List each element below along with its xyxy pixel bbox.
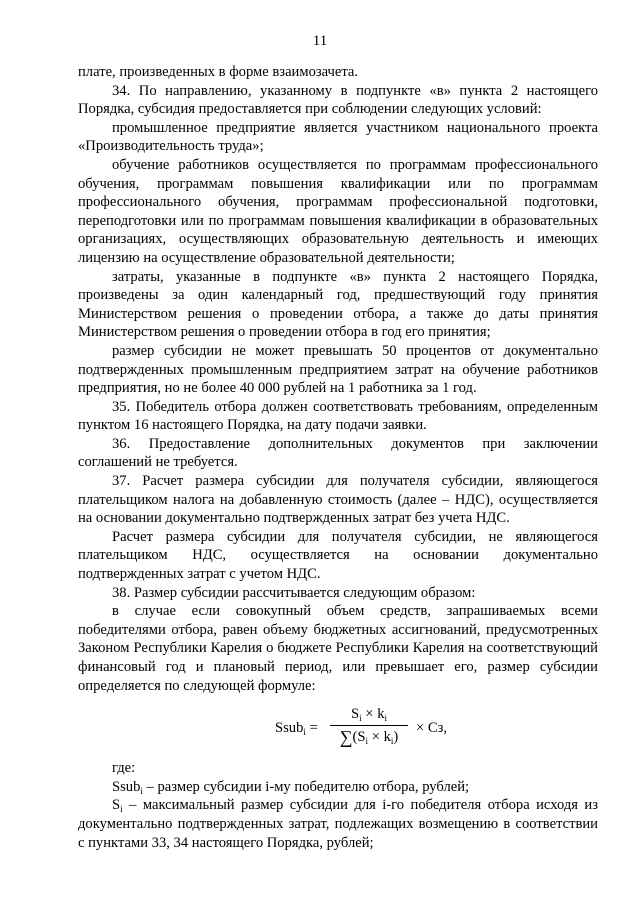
formula-denominator: $\sum(S_i \times k_i)$ [339,726,399,747]
paragraph: промышленное предприятие является участником национального проекта «Производительность труда»; [78,119,598,155]
paragraph: 37. Расчет размера субсидии для получателя субсидии, являющегося плательщиком налога на добавленную стоимость (далее – НДС), осуществляется на основании документально подтвержденных затрат без учета НДС. [78,473,598,527]
page-number: 11 [312,33,328,49]
document-body [78,63,598,852]
formula-numerator: $S_i \times k_i$ [330,705,408,726]
subsidy-formula [78,705,598,751]
paragraph: в случае если совокупный объем средств, запрашиваемых всеми победителями отбора, равен объему бюджетных ассигнований, предусмотренных Законом Республики Карелия о бюджете Республики Карелия на соответствующий финансовый год и плановый период, или превышает его, размер субсидии определяется по следующей формуле: [78,603,598,694]
paragraph: Расчет размера субсидии для получателя субсидии, не являющегося плательщиком НДС, осуществляется на основании документально подтвержденных затрат с учетом НДС. [78,528,598,583]
formula-fraction [330,705,408,746]
paragraph: затраты, указанные в подпункте «в» пункта 2 настоящего Порядка, произведены за один календарный год, предшествующий году принятия Министерством решения о проведении отбора, а также до даты принятия Министерством решения о проведении отбора в год его принятия; [78,268,598,341]
paragraph: плате, произведенных в форме взаимозачета. [78,64,359,80]
paragraph: обучение работников осуществляется по программам профессионального обучения, программам повышения квалификации или по программам профессионального обучения, программам профессиональной подготовки, переподготовки или по программам повышения квалификации в образовательных организациях, осуществляющих образовательную деятельность и имеющих лицензию на осуществление образовательной деятельности; [78,156,598,266]
definition: Ssub$_i$ – размер субсидии i-му победителю отбора, рублей; [112,778,470,796]
paragraph: 38. Размер субсидии рассчитывается следующим образом: [112,584,476,601]
paragraph: 36. Предоставление дополнительных документов при заключении соглашений не требуется. [78,435,598,471]
paragraph: 35. Победитель отбора должен соответствовать требованиям, определенным пунктом 16 настоящего Порядка, на дату подачи заявки. [78,398,598,434]
formula-lhs: Ssub$_i$ = [275,720,318,738]
formula-rhs: × Сз, [416,720,448,737]
paragraph: 34. По направлению, указанному в подпункте «в» пункта 2 настоящего Порядка, субсидия предоставляется при соблюдении следующих условий: [78,82,598,118]
paragraph: размер субсидии не может превышать 50 процентов от документально подтвержденных промышленным предприятием затрат на обучение работников предприятия, но не более 40 000 рублей на 1 работника за 1 год. [78,342,598,397]
where-label: где: [112,760,136,777]
definition: $S_i$ – максимальный размер субсидии для i-го победителя отбора исходя из документально подтвержденных затрат, подлежащих возмещению в соответствии с пунктами 33, 34 настоящего Порядка, рублей; [78,797,598,851]
